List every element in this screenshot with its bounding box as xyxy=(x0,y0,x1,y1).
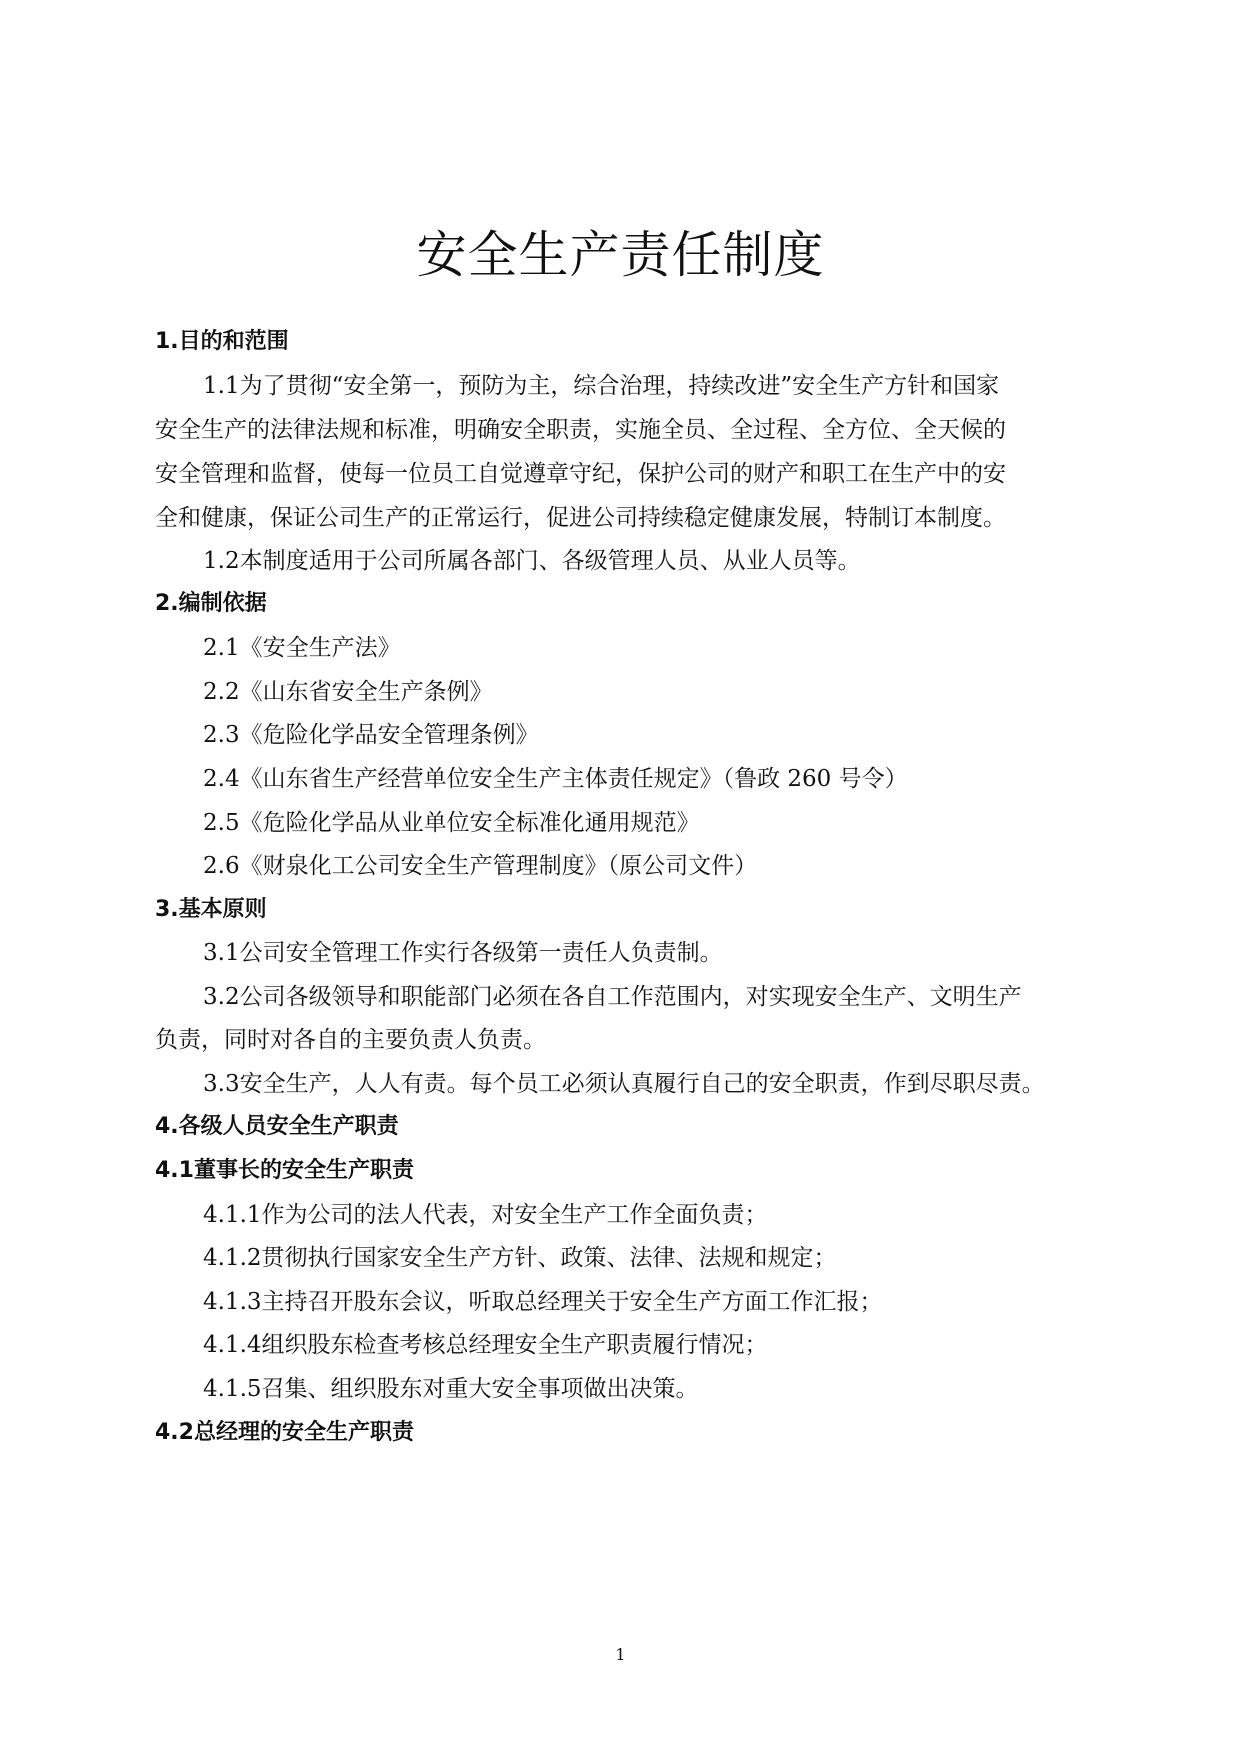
paragraph-line: 安全管理和监督，使每一位员工自觉遵章守纪，保护公司的财产和职工在生产中的安 xyxy=(155,461,1006,487)
section-heading-1: 1.目的和范围 xyxy=(155,329,289,354)
list-item: 4.1.5召集、组织股东对重大安全事项做出决策。 xyxy=(203,1376,699,1402)
list-item: 4.1.2贯彻执行国家安全生产方针、政策、法律、法规和规定； xyxy=(203,1245,837,1271)
list-item: 4.1.3主持召开股东会议，听取总经理关于安全生产方面工作汇报； xyxy=(203,1289,883,1315)
list-item: 2.3《危险化学品安全管理条例》 xyxy=(203,722,539,748)
section-heading-3: 3.基本原则 xyxy=(155,897,267,922)
paragraph-line: 1.1为了贯彻“安全第一，预防为主，综合治理，持续改进”安全生产方针和国家 xyxy=(203,373,1000,399)
paragraph-line: 安全生产的法律法规和标准，明确安全职责，实施全员、全过程、全方位、全天候的 xyxy=(155,417,1006,443)
section-heading-2: 2.编制依据 xyxy=(155,591,267,616)
subsection-heading-4-1: 4.1董事长的安全生产职责 xyxy=(155,1158,414,1183)
list-item: 4.1.4组织股东检查考核总经理安全生产职责履行情况； xyxy=(203,1332,768,1358)
list-item: 4.1.1作为公司的法人代表，对安全生产工作全面负责； xyxy=(203,1202,768,1228)
paragraph-line: 1.2本制度适用于公司所属各部门、各级管理人员、从业人员等。 xyxy=(203,548,861,574)
paragraph-line: 3.1公司安全管理工作实行各级第一责任人负责制。 xyxy=(203,940,723,966)
list-item: 2.4《山东省生产经营单位安全生产主体责任规定》（鲁政 260 号令） xyxy=(203,766,908,792)
page-number: 1 xyxy=(615,1645,626,1664)
list-item: 2.1《安全生产法》 xyxy=(203,635,401,661)
paragraph-line: 3.3安全生产，人人有责。每个员工必须认真履行自己的安全职责，作到尽职尽责。 xyxy=(203,1071,1045,1097)
list-item: 2.6《财泉化工公司安全生产管理制度》（原公司文件） xyxy=(203,853,758,879)
list-item: 2.5《危险化学品从业单位安全标准化通用规范》 xyxy=(203,810,700,836)
list-item: 2.2《山东省安全生产条例》 xyxy=(203,679,493,705)
document-title: 安全生产责任制度 xyxy=(416,226,825,284)
paragraph-line: 3.2公司各级领导和职能部门必须在各自工作范围内，对实现安全生产、文明生产 xyxy=(203,984,1022,1010)
paragraph-line: 负责，同时对各自的主要负责人负责。 xyxy=(155,1027,546,1053)
subsection-heading-4-2: 4.2总经理的安全生产职责 xyxy=(155,1420,414,1445)
section-heading-4: 4.各级人员安全生产职责 xyxy=(155,1114,399,1139)
paragraph-line: 全和健康，保证公司生产的正常运行，促进公司持续稳定健康发展，特制订本制度。 xyxy=(155,505,1006,531)
